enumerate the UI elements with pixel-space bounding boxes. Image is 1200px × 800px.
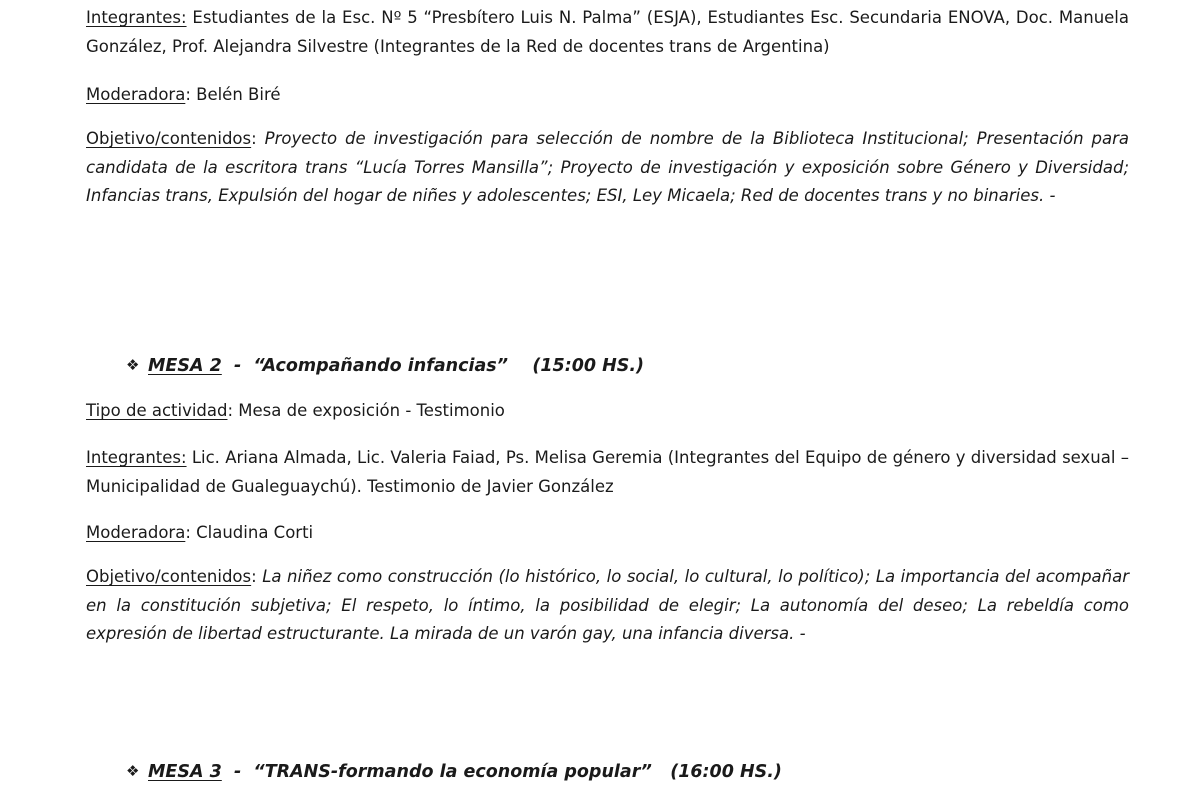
mesa2-title: - “Acompañando infancias” (15:00 HS.)	[221, 356, 645, 376]
mesa2-tipo-paragraph	[86, 397, 1129, 426]
mesa2-label: MESA 2	[148, 356, 222, 376]
mesa2-moderadora-paragraph	[86, 519, 1129, 548]
tipo-label: Tipo de actividad	[86, 401, 228, 420]
objetivo-colon: :	[251, 567, 263, 586]
objetivo-text: La niñez como construcción (lo histórico, lo social, lo cultural, lo político); La importancia del acompañar en la constitución subjetiva; El respeto, lo íntimo, la posibilidad de elegir; La autonomía del deseo; La rebeldía como expresión de libertad estructurante. La mirada de un varón gay, una infancia diversa. -	[86, 567, 1130, 643]
mesa2-heading	[126, 354, 644, 378]
integrantes-text: Lic. Ariana Almada, Lic. Valeria Faiad, Ps. Melisa Geremia (Integrantes del Equipo de género y diversidad sexual – Municipalidad de Gualeguaychú). Testimonio de Javier González	[86, 448, 1129, 496]
moderadora-label: Moderadora	[86, 523, 186, 542]
objetivo-text: Proyecto de investigación para selección de nombre de la Biblioteca Institucional; Presentación para candidata de la escritora trans “Lucía Torres Mansilla”; Proyecto de investigación y exposición sobre Género y Diversidad; Infancias trans, Expulsión del hogar de niñes y adolescentes; ESI, Ley Micaela; Red de docentes trans y no binaries. -	[86, 129, 1129, 205]
integrantes-label: Integrantes:	[86, 448, 187, 467]
mesa2-integrantes-paragraph	[86, 444, 1129, 501]
moderadora-text: : Belén Biré	[185, 85, 281, 104]
mesa3-title: - “TRANS-formando la economía popular” (16:00 HS.)	[221, 762, 782, 782]
mesa3-label: MESA 3	[148, 762, 222, 782]
diamond-bullet-icon: ❖	[126, 356, 140, 374]
objetivo-colon: :	[251, 129, 265, 148]
mesa1-integrantes-paragraph	[86, 4, 1129, 61]
mesa2-objetivo-paragraph	[86, 563, 1129, 649]
mesa1-objetivo-paragraph	[86, 125, 1129, 211]
objetivo-label: Objetivo/contenidos	[86, 129, 252, 148]
moderadora-label: Moderadora	[86, 85, 186, 104]
integrantes-text: Estudiantes de la Esc. Nº 5 “Presbítero Luis N. Palma” (ESJA), Estudiantes Esc. Secundaria ENOVA, Doc. Manuela González, Prof. Alejandra Silvestre (Integrantes de la Red de docentes trans de Argentina)	[86, 8, 1129, 56]
tipo-text: : Mesa de exposición - Testimonio	[227, 401, 505, 420]
mesa3-heading	[126, 760, 782, 784]
diamond-bullet-icon: ❖	[126, 762, 140, 780]
moderadora-text: : Claudina Corti	[185, 523, 314, 542]
mesa1-moderadora-paragraph	[86, 81, 1129, 110]
objetivo-label: Objetivo/contenidos	[86, 567, 252, 586]
integrantes-label: Integrantes:	[86, 8, 187, 27]
